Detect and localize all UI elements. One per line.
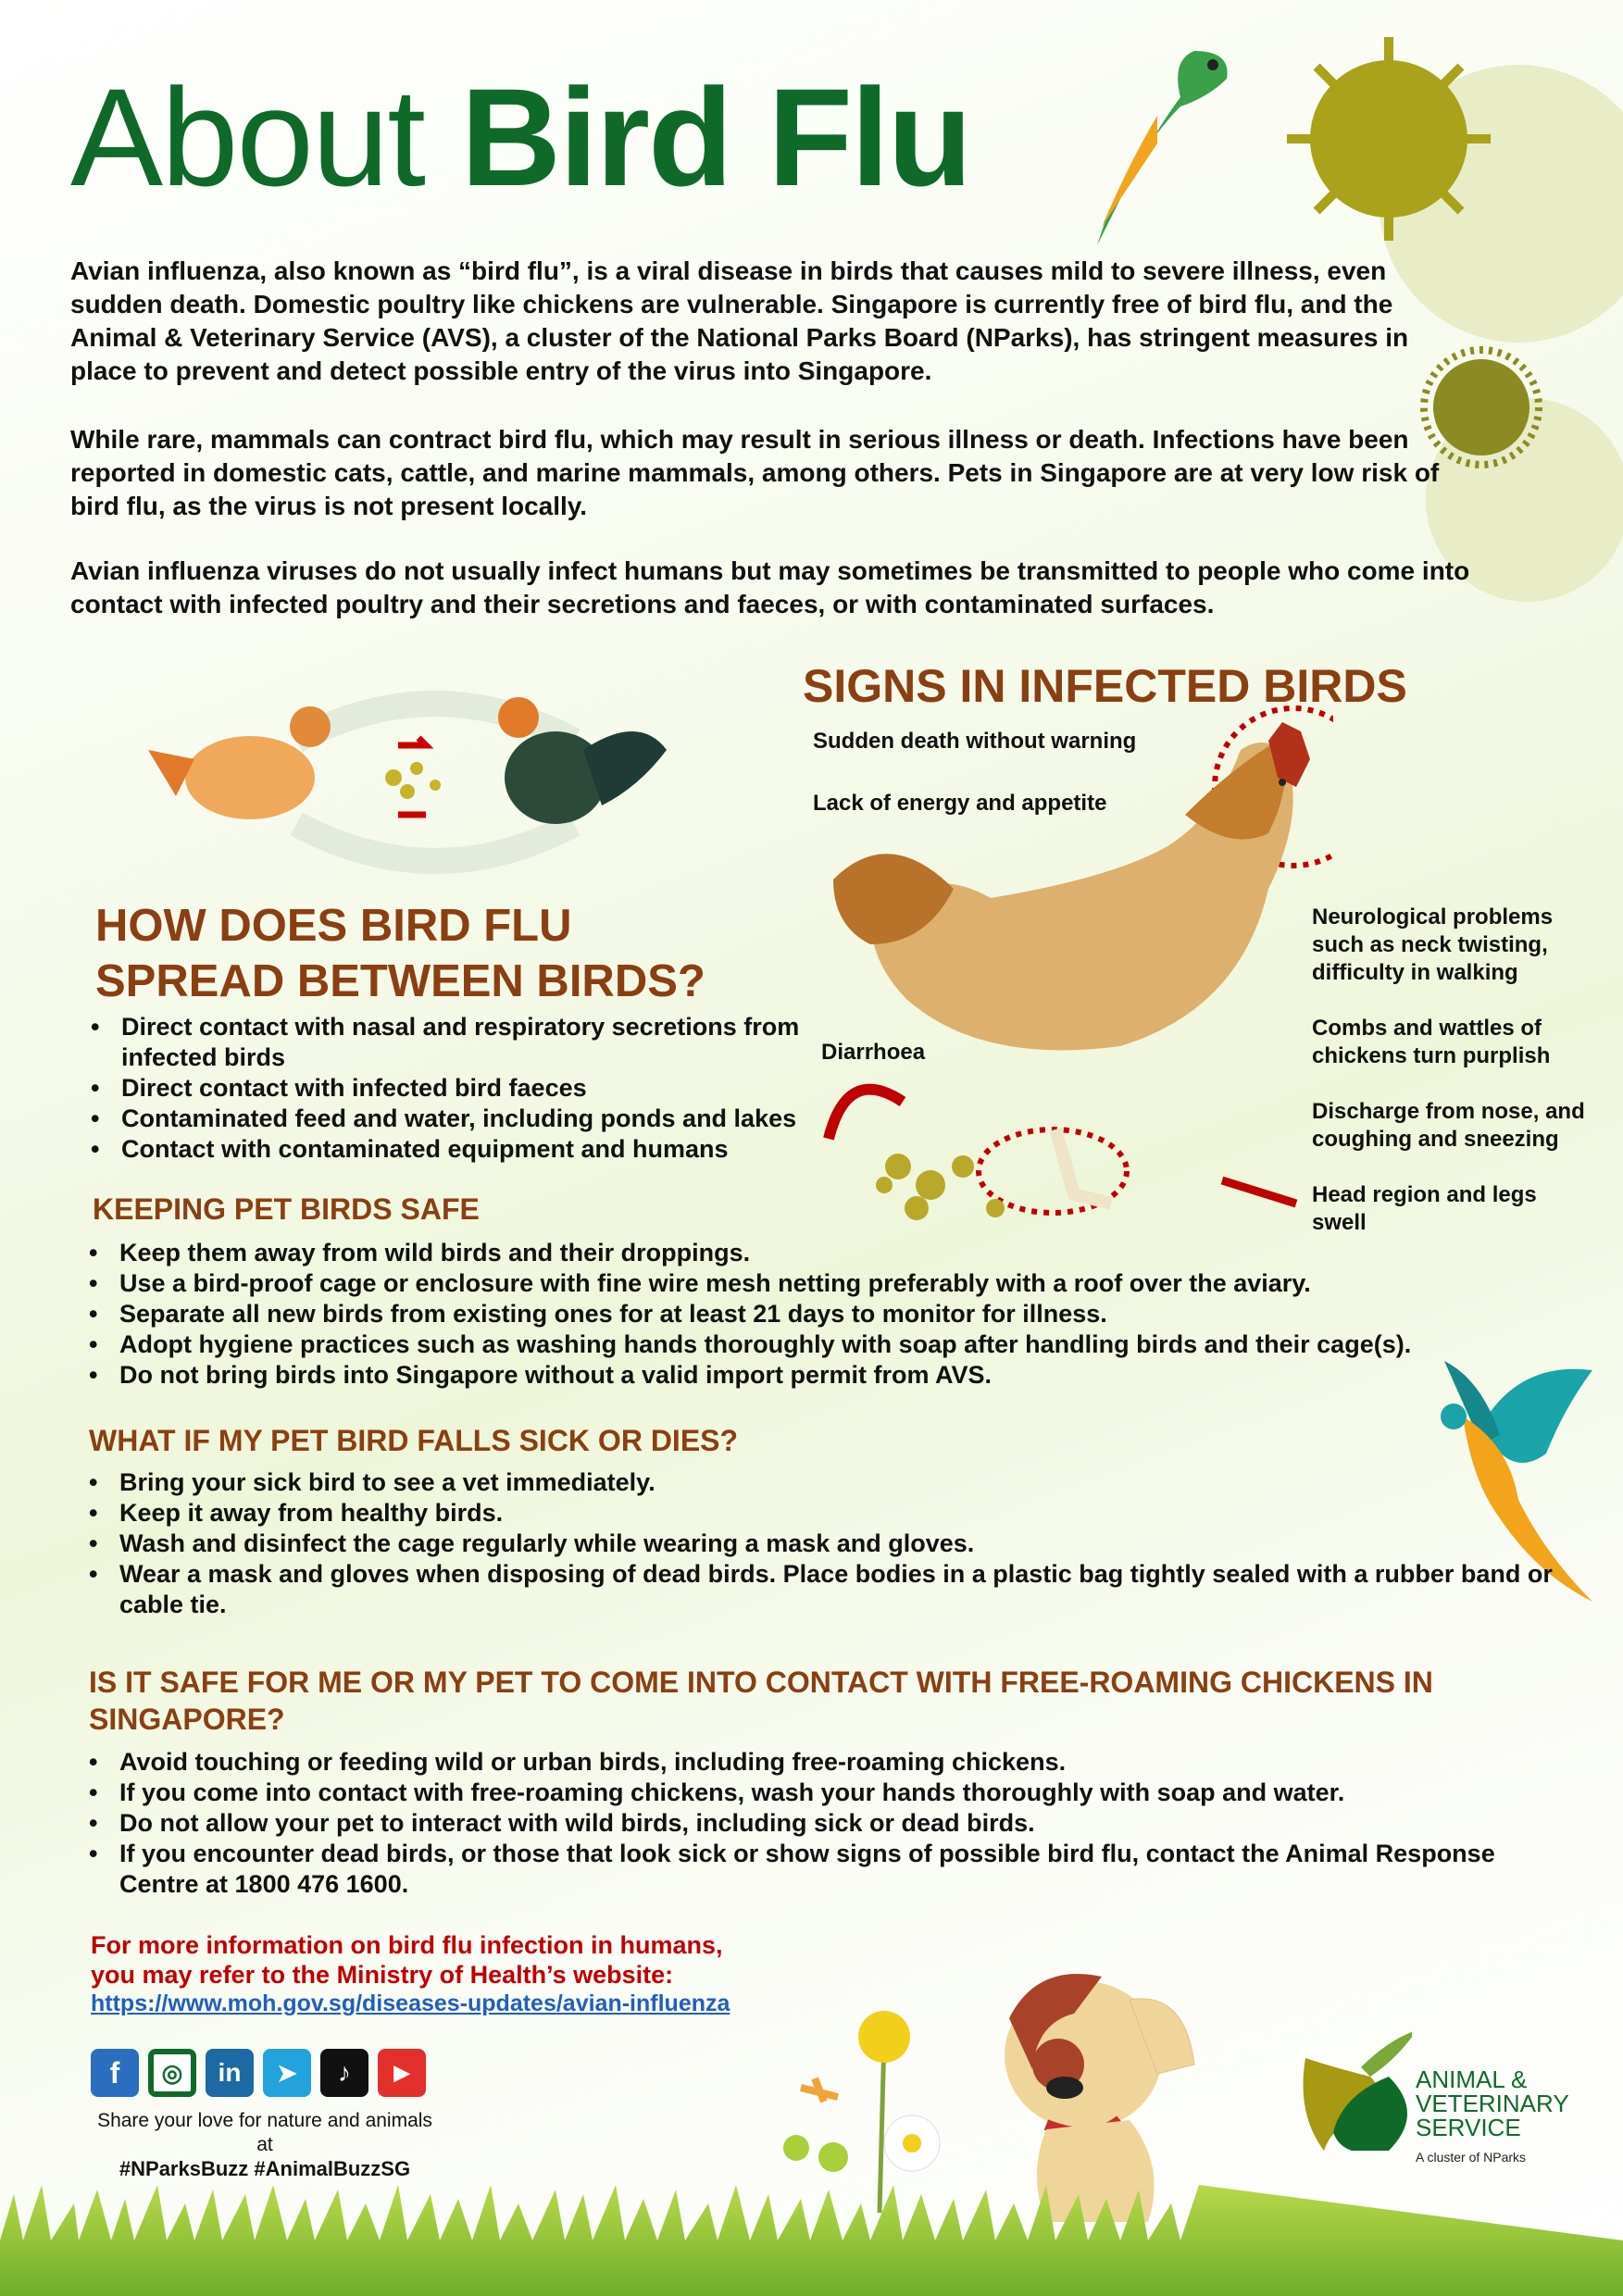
safe-list — [89, 1238, 1570, 1391]
facebook-icon[interactable]: f — [91, 2049, 139, 2097]
logo-line: SERVICE — [1416, 2114, 1521, 2141]
spread-list — [91, 1012, 831, 1165]
list-item: • Direct contact with nasal and respiratory secretions from infected birds — [91, 1012, 831, 1073]
linkedin-icon[interactable]: in — [206, 2049, 254, 2097]
list-item: • Wash and disinfect the cage regularly while wearing a mask and gloves. — [89, 1529, 1570, 1559]
list-item: • Separate all new birds from existing ones for at least 21 days to monitor for illness. — [89, 1299, 1570, 1329]
instagram-icon[interactable]: ◎ — [148, 2049, 196, 2097]
list-item: • Do not bring birds into Singapore without a valid import permit from AVS. — [89, 1360, 1570, 1391]
avs-logo — [1296, 2021, 1569, 2169]
sign-combs-purplish: Combs and wattles of chickens turn purplish — [1312, 1016, 1551, 1068]
list-item: • If you encounter dead birds, or those that look sick or show signs of possible bird flu, contact the Animal Response Centre at 1800 476 1600. — [89, 1839, 1533, 1900]
chickens-list — [89, 1747, 1533, 1900]
sign-discharge: Discharge from nose, and coughing and sneezing — [1312, 1099, 1585, 1152]
share-text: Share your love for nature and animals at #NParksBuzz #AnimalBuzzSG — [89, 2109, 441, 2181]
infected-chicken-illustration — [815, 704, 1333, 1259]
list-item: • Adopt hygiene practices such as washing hands thoroughly with soap after handling birds and their cage(s). — [89, 1329, 1570, 1360]
chickens-heading: IS IT SAFE FOR ME OR MY PET TO COME INTO CONTACT WITH FREE-ROAMING CHICKENS IN SINGAPORE? — [89, 1666, 1433, 1736]
sick-heading: WHAT IF MY PET BIRD FALLS SICK OR DIES? — [89, 1424, 739, 1457]
social-icons — [91, 2049, 435, 2097]
parrot-illustration — [1055, 32, 1241, 255]
intro-paragraph-2: While rare, mammals can contract bird flu, which may result in serious illness or death. Infections have been reported in domestic cats, cattle, and marine mammals, among others. Pets in Singapore are at very low risk of bird flu, as the virus is not present locally. — [70, 425, 1440, 520]
intro-paragraph-3: Avian influenza viruses do not usually infect humans but may sometimes be transmitted to people who come into contact with infected poultry and their secretions and faeces, or with contaminated surfaces. — [70, 556, 1470, 618]
tiktok-icon[interactable]: ♪ — [320, 2049, 368, 2097]
chicken-transmission-illustration — [139, 676, 694, 880]
hashtags: #NParksBuzz #AnimalBuzzSG — [119, 2157, 411, 2180]
sign-diarrhoea: Diarrhoea — [821, 1040, 926, 1065]
list-item: • If you come into contact with free-roaming chickens, wash your hands thoroughly with soap and water. — [89, 1778, 1533, 1808]
signs-heading: SIGNS IN INFECTED BIRDS — [803, 660, 1407, 712]
safe-heading: KEEPING PET BIRDS SAFE — [93, 1192, 480, 1226]
sign-sudden-death: Sudden death without warning — [813, 729, 1137, 754]
list-item: • Bring your sick bird to see a vet immediately. — [89, 1467, 1570, 1498]
sign-lack-energy: Lack of energy and appetite — [813, 791, 1107, 816]
list-item: • Contaminated feed and water, including ponds and lakes — [91, 1104, 831, 1134]
list-item: • Keep them away from wild birds and their droppings. — [89, 1238, 1570, 1268]
spread-heading: HOW DOES BIRD FLU SPREAD BETWEEN BIRDS? — [95, 901, 705, 1006]
intro-paragraph-1: Avian influenza, also known as “bird flu”, is a viral disease in birds that causes mild to severe illness, even sudden death. Domestic poultry like chickens are vulnerable. Singapore is currently free of bird flu, and the Animal & Veterinary Service (AVS), a cluster of the National Parks Board (NParks), has stringent measures in place to prevent and detect possible entry of the virus into Singapore. — [70, 256, 1409, 385]
page-title: About Bird Flu — [70, 59, 971, 215]
list-item: • Avoid touching or feeding wild or urban birds, including free-roaming chickens. — [89, 1747, 1533, 1778]
grass-decoration — [0, 2176, 1623, 2296]
logo-line: VETERINARY — [1416, 2090, 1569, 2117]
list-item: • Contact with contaminated equipment and humans — [91, 1134, 831, 1165]
list-item: • Wear a mask and gloves when disposing of dead birds. Place bodies in a plastic bag tightly sealed with a rubber band or cable tie. — [89, 1559, 1570, 1620]
moh-link[interactable]: https://www.moh.gov.sg/diseases-updates/avian-influenza — [91, 1990, 730, 2016]
sick-list — [89, 1467, 1570, 1620]
logo-subtitle: A cluster of NParks — [1416, 2150, 1527, 2165]
avs-logo-mark — [1296, 2021, 1412, 2151]
youtube-icon[interactable]: ▶ — [378, 2049, 426, 2097]
telegram-icon[interactable]: ➤ — [263, 2049, 311, 2097]
sign-neurological: Neurological problems such as neck twisting, difficulty in walking — [1312, 905, 1554, 985]
list-item: • Keep it away from healthy birds. — [89, 1498, 1570, 1529]
sign-swelling: Head region and legs swell — [1312, 1182, 1537, 1235]
list-item: • Direct contact with infected bird faeces — [91, 1073, 831, 1104]
list-item: • Do not allow your pet to interact with wild birds, including sick or dead birds. — [89, 1808, 1533, 1839]
list-item: • Use a bird-proof cage or enclosure with fine wire mesh netting preferably with a roof over the aviary. — [89, 1268, 1570, 1299]
moh-note: For more information on bird flu infection in humans, you may refer to the Ministry of Health’s website: — [91, 1931, 723, 1989]
logo-line: ANIMAL & — [1416, 2065, 1528, 2093]
